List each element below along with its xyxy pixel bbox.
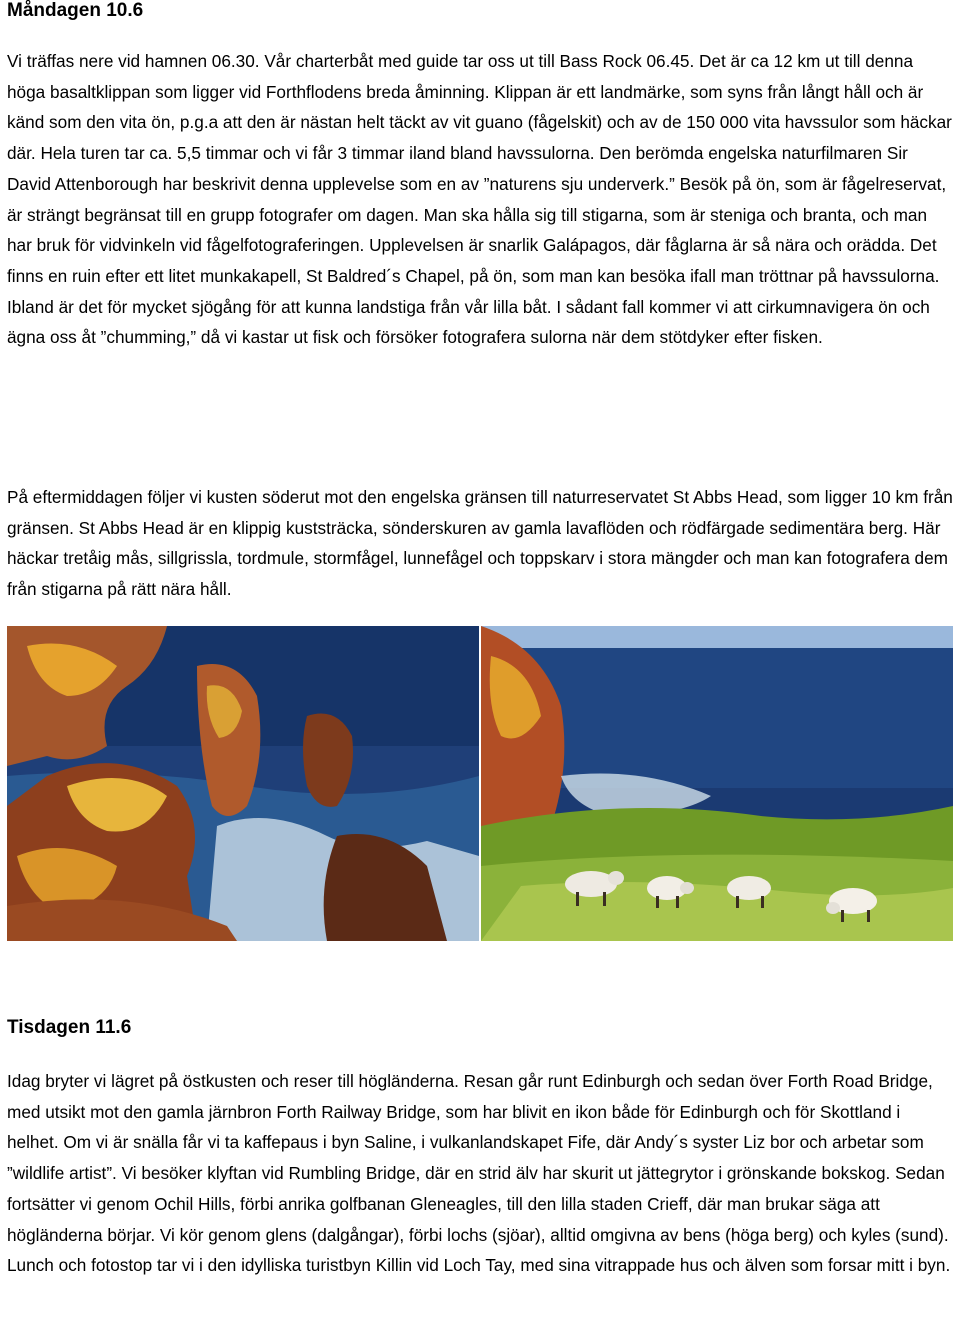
day2-paragraph-1: Idag bryter vi lägret på östkusten och reser till högländerna. Resan går runt Edinburgh och sedan över Forth Road Bridge, med utsikt mot den gamla järnbron Forth Railway Bridge, som har blivit en ikon både för Edinburgh och för Skottland i helhet. Om vi är snälla får vi ta kaffepaus i byn Saline, i vulkanlandskapet Fife, där Andy´s syster Liz bor och arbetar som ”wildlife artist”. Vi besöker klyftan vid Rumbling Bridge, där en strid älv har skurit ut jättegrytor i grönskande bokskog. Sedan fortsätter vi genom Ochil Hills, förbi anrika golfbanan Gleneagles, till den lilla staden Crieff, där man brukar säga att högländerna börjar. Vi kör genom glens (dalgångar), förbi lochs (sjöar), alltid omgivna av bens (höga berg) och kyles (sund). Lunch och fotostop tar vi i den idylliska turistbyn Killin vid Loch Tay, med sina vitrappade hus och älven som forsar mitt i byn. [7,1071,951,1276]
day1-paragraph-1: Vi träffas nere vid hamnen 06.30. Vår charterbåt med guide tar oss ut till Bass Rock 06.45. Det är ca 12 km ut till denna höga basaltklippan som ligger vid Forthflodens breda åminning. Klippan är ett landmärke, som syns från långt håll och är känd som den vita ön, p.g.a att den är nästan helt täckt av vit guano (fågelskit) och av de 150 000 vita havssulor som häckar där. Hela turen tar ca. 5,5 timmar och vi får 3 timmar iland bland havssulorna. Den berömda engelska naturfilmaren Sir David Attenborough har beskrivit denna upplevelse som en av ”naturens sju underverk.” Besök på ön, som är fågelreservat, är strängt begränsat till en grupp fotografer om dagen. Man ska hålla sig till stigarna, som är steniga och branta, och man har bruk för vidvinkeln vid fågelfotograferingen. Upplevelsen är snarlik Galápagos, där fåglarna är så nära och orädda. Det finns en ruin efter ett litet munkakapell, St Baldred´s Chapel, på ön, som man kan besöka ifall man tröttnar på havssulorna. Ibland är det för mycket sjögång för att kunna landstiga från vår lilla båt. I sådant fall kommer vi att cirkumnavigera ön och ägna oss åt ”chumming,” då vi kastar ut fisk och försöker fotografera sulorna när dem stötdyker efter fisken. [7,51,952,348]
day2-title: Tisdagen 11.6 [7,1017,132,1038]
day1-title: Måndagen 10.6 [7,0,144,21]
day1-paragraph-2: På eftermiddagen följer vi kusten söderut mot den engelska gränsen till naturreservatet St Abbs Head, som ligger 10 km från gränsen. St Abbs Head är en klippig kuststräcka, sönderskuren av gamla lavaflöden och rödfärgade sedimentära berg. Här häckar tretåig mås, sillgrissla, tordmule, stormfågel, lunnefågel och toppskarv i stora mängder och man kan fotografera dem från stigarna på rätt nära håll. [7,487,953,600]
sea-stacks-photo [7,626,479,941]
sea-stacks-image [7,626,479,941]
coast-sheep-image [481,626,953,941]
coast-with-sheep-photo [481,626,953,941]
